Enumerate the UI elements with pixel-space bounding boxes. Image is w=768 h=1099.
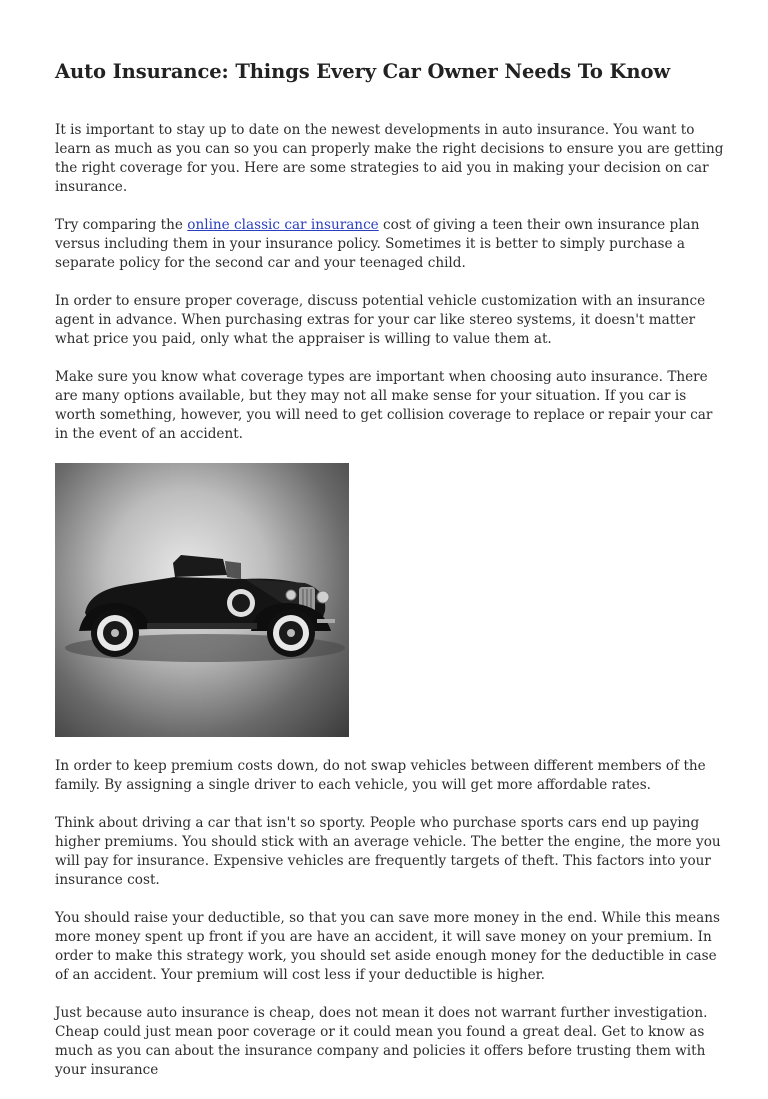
paragraph-text: Try comparing the (55, 217, 188, 233)
paragraph-coverage: In order to ensure proper coverage, discuss potential vehicle customization with an insurance agent in advance. When purchasing extras for your car like stereo systems, it doesn't matter what price you paid, only what the appraiser is willing to value them at. (55, 293, 706, 347)
paragraph-comparing (55, 216, 728, 273)
classic-car-icon (55, 463, 349, 737)
article-body (55, 121, 728, 1099)
paragraph-cheap-insurance: Just because auto insurance is cheap, does not mean it does not warrant further investigation. Cheap could just mean poor coverage or it could mean you found a great deal. Get to know as much as you can about the insurance company and policies it offers before trusting them with your insurance (55, 1005, 708, 1078)
classic-car-image (55, 463, 349, 737)
paragraph-deductible: You should raise your deductible, so that you can save more money in the end. While this means more money spent up front if you are have an accident, it will save money on your premium. In order to make this strategy work, you should set aside enough money for the deductible in case of an accident. Your premium will cost less if your deductible is higher. (55, 910, 721, 983)
paragraph-premium-costs: In order to keep premium costs down, do not swap vehicles between different members of the family. By assigning a single driver to each vehicle, you will get more affordable rates. (55, 758, 706, 793)
paragraph-coverage-types: Make sure you know what coverage types are important when choosing auto insurance. There are many options available, but they may not all make sense for your situation. If you car is worth something, however, you will need to get collision coverage to replace or repair your car in the event of an accident. (55, 369, 713, 442)
paragraph-text: cost of giving a teen their own insurance plan versus including them in your insurance policy. Sometimes it is better to simply purchase a separate policy for the second car and your teenaged child. (55, 217, 700, 271)
paragraph-sporty-car: Think about driving a car that isn't so sporty. People who purchase sports cars end up paying higher premiums. You should stick with an average vehicle. The better the engine, the more you will pay for insurance. Expensive vehicles are frequently targets of theft. This factors into your insurance cost. (55, 815, 721, 888)
article-title: Auto Insurance: Things Every Car Owner Needs To Know (55, 60, 671, 83)
paragraph-intro: It is important to stay up to date on the newest developments in auto insurance. You want to learn as much as you can so you can properly make the right decisions to ensure you are getting the right coverage for you. Here are some strategies to aid you in making your decision on car insurance. (55, 122, 724, 195)
classic-car-insurance-link[interactable]: online classic car insurance (187, 217, 379, 233)
